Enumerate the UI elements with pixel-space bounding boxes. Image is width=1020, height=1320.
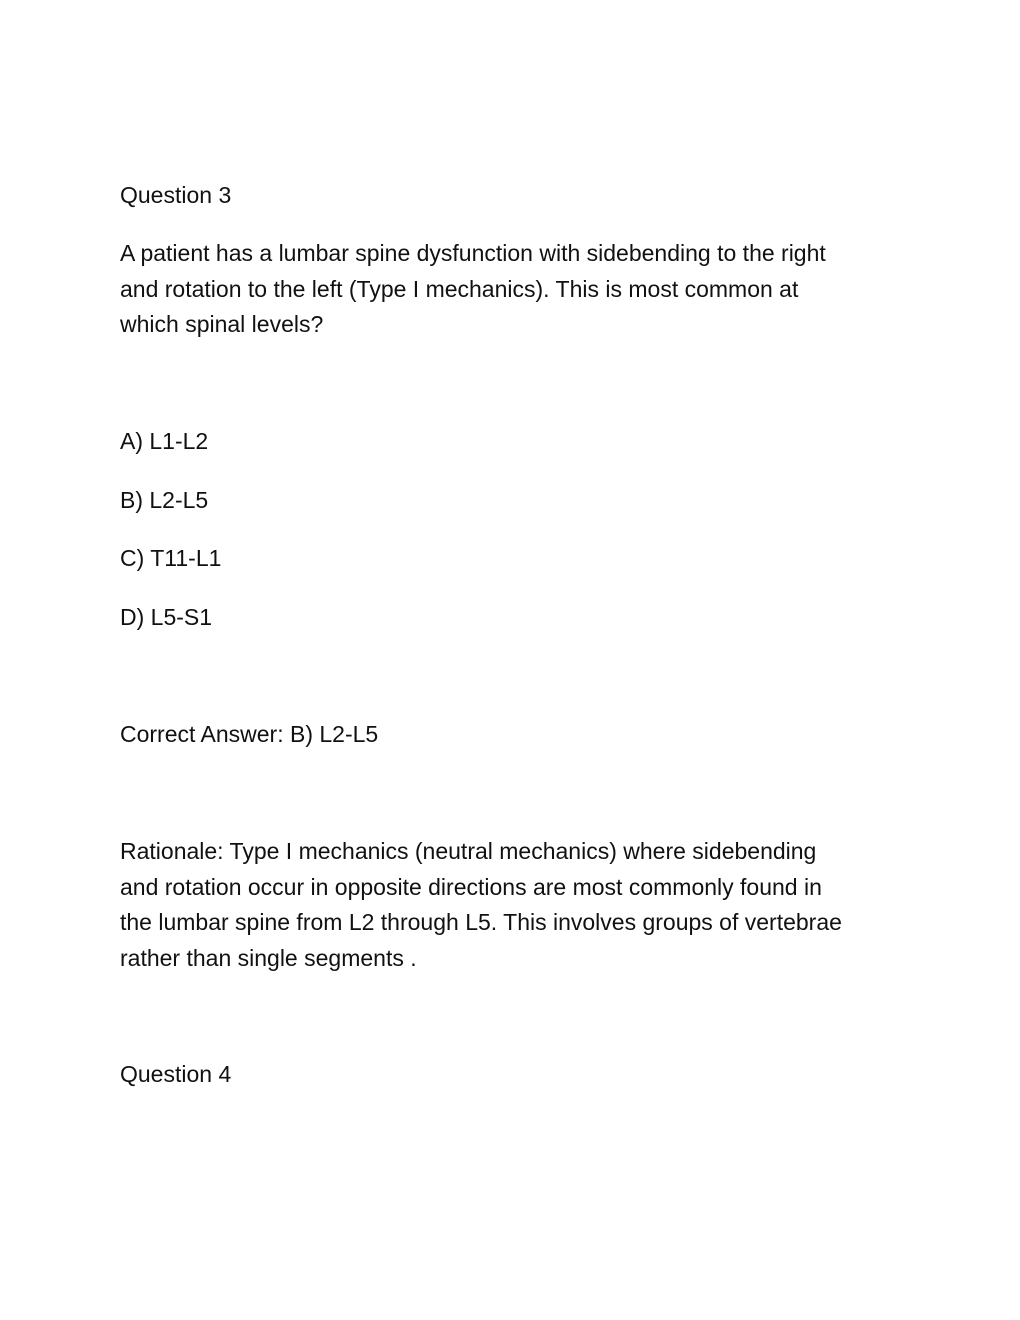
rationale-line: the lumbar spine from L2 through L5. This involves groups of vertebrae: [120, 909, 842, 935]
question-3-heading: Question 3: [120, 182, 232, 208]
question-3-stem: [120, 236, 910, 343]
option-d: D) L5-S1: [120, 604, 213, 630]
rationale: [120, 834, 910, 976]
question-stem-line: and rotation to the left (Type I mechanics). This is most common at: [120, 275, 799, 302]
option-a: A) L1-L2: [120, 428, 209, 454]
rationale-line: and rotation occur in opposite directions are most commonly found in: [120, 873, 822, 900]
rationale-line: rather than single segments .: [120, 944, 417, 971]
rationale-line: Rationale: Type I mechanics (neutral mechanics) where sidebending: [120, 838, 817, 864]
question-stem-line: which spinal levels?: [120, 311, 324, 337]
correct-answer: Correct Answer: B) L2-L5: [120, 721, 379, 747]
option-c: C) T11-L1: [120, 545, 222, 571]
question-stem-line: A patient has a lumbar spine dysfunction with sidebending to the right: [120, 240, 826, 266]
option-b: B) L2-L5: [120, 487, 209, 513]
question-4-heading: Question 4: [120, 1061, 232, 1087]
